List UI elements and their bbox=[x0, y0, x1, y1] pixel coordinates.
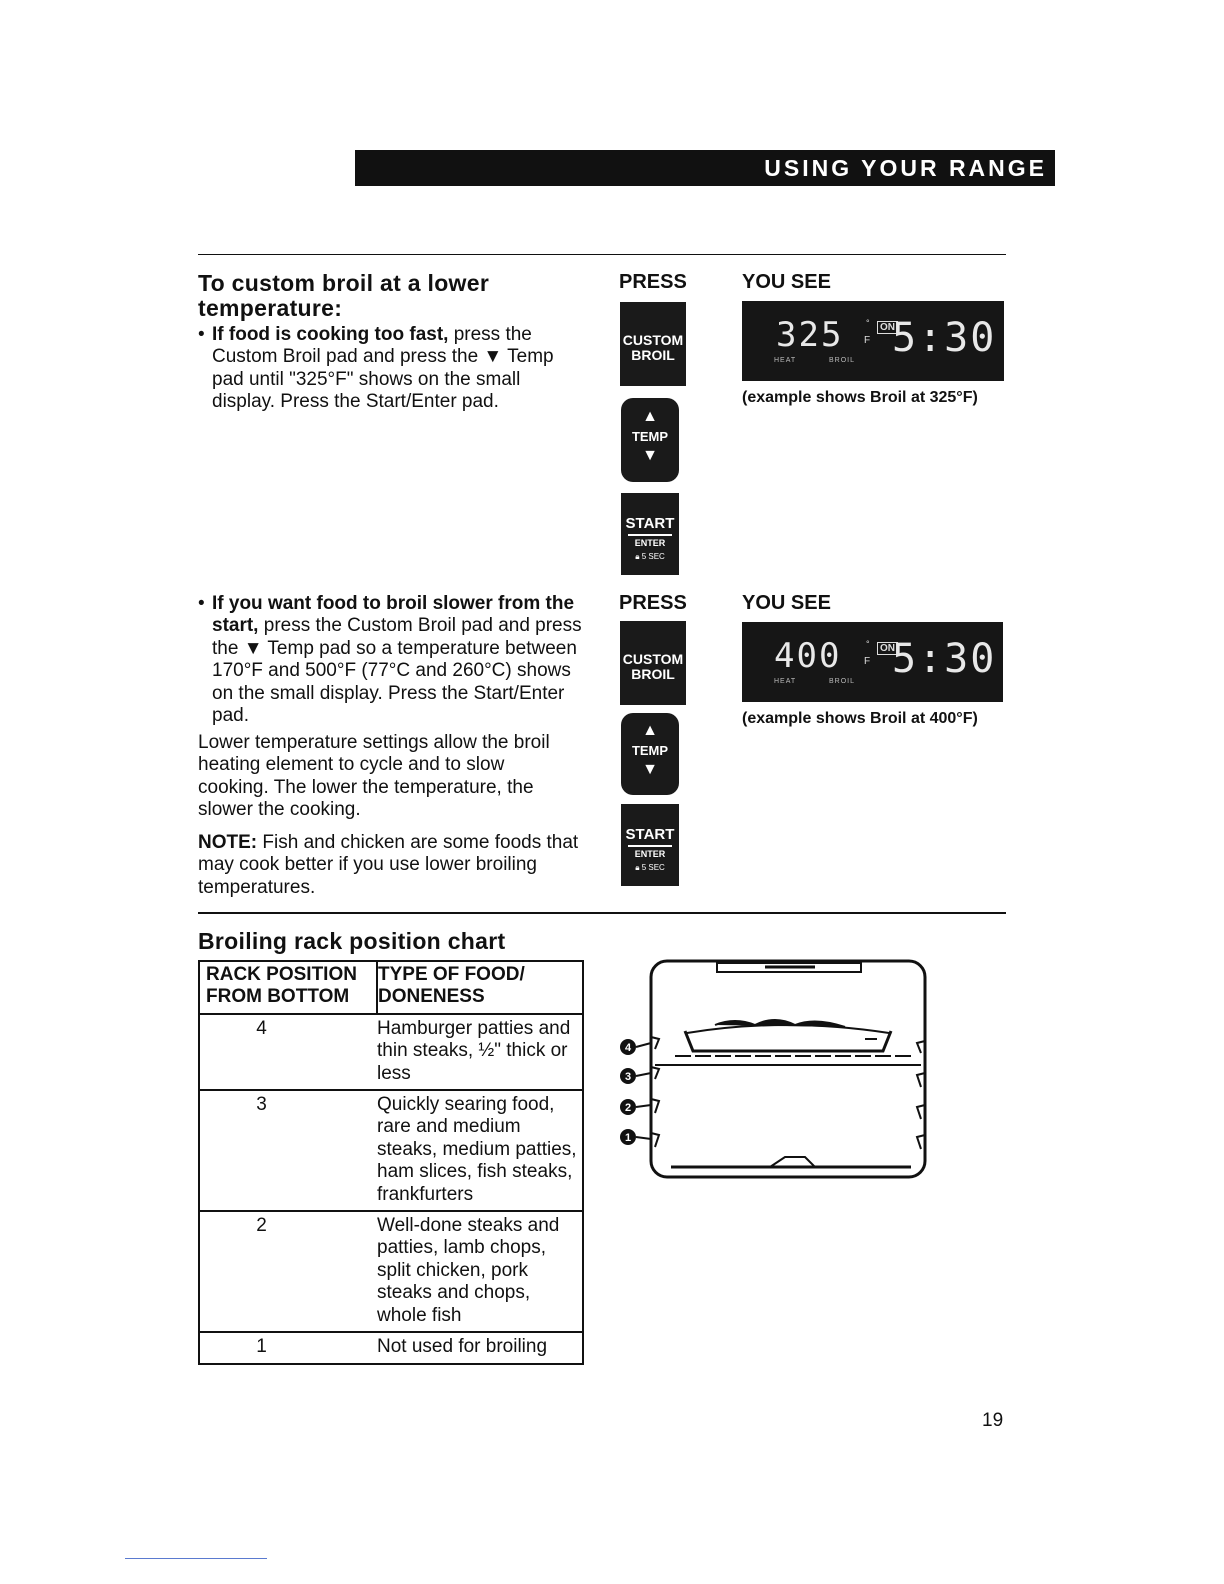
display-broil-label: BROIL bbox=[829, 357, 856, 364]
rack-4-label: 4 bbox=[624, 1042, 632, 1054]
start-pad-label: START bbox=[625, 515, 675, 532]
oven-display-325 bbox=[742, 301, 1004, 381]
custom-broil-pad[interactable] bbox=[620, 302, 686, 386]
temp-up-arrow-icon: ▲ bbox=[642, 722, 658, 739]
col1-header-line1: RACK POSITION bbox=[206, 964, 357, 985]
display-broil-label: BROIL bbox=[829, 678, 856, 685]
section1-bullet-lead: If food is cooking too fast, bbox=[212, 324, 449, 345]
food-cell: Well-done steaks and patties, lamb chops, split chicken, pork steaks and chops, whole fish bbox=[377, 1211, 583, 1332]
degree-icon: ° bbox=[866, 318, 870, 328]
rack-position-cell: 1 bbox=[199, 1332, 377, 1363]
section2-note bbox=[198, 832, 590, 899]
food-cell: Hamburger patties and thin steaks, ½" thick or less bbox=[377, 1014, 583, 1090]
enter-pad-label: ENTER bbox=[634, 849, 666, 859]
rack-position-table bbox=[198, 960, 584, 1365]
custom-broil-pad[interactable] bbox=[620, 621, 686, 705]
start-pad-divider bbox=[628, 845, 672, 847]
section2-paragraph: Lower temperature settings allow the broil heating element to cycle and to slow cooking. The lower the temperature, the slower the cooking. bbox=[198, 732, 550, 821]
oven-display-400 bbox=[742, 622, 1003, 702]
display-heat-label: HEAT bbox=[774, 357, 797, 364]
section-header-title: USING YOUR RANGE bbox=[764, 155, 1047, 181]
rack-2-label: 2 bbox=[624, 1102, 632, 1114]
food-cell: Quickly searing food, rare and medium steaks, medium patties, ham slices, fish steaks, frankfurters bbox=[377, 1090, 583, 1211]
note-text: Fish and chicken are some foods that may cook better if you use lower broiling temperatures. bbox=[198, 832, 579, 898]
enter-pad-label: ENTER bbox=[634, 538, 666, 548]
section2-you-see-label: YOU SEE bbox=[742, 592, 831, 614]
table-row bbox=[199, 1332, 583, 1363]
lock-5sec-label: 5 SEC bbox=[641, 863, 665, 872]
rack-position-cell: 3 bbox=[199, 1090, 377, 1211]
display-unit: F bbox=[864, 656, 871, 667]
section1-you-see-label: YOU SEE bbox=[742, 271, 831, 293]
col-rack-position-header bbox=[199, 961, 377, 1014]
col-food-header bbox=[377, 961, 583, 1014]
rack-3-label: 3 bbox=[624, 1071, 632, 1083]
bullet-dot: • bbox=[198, 593, 205, 614]
lock-icon: 🔒︎ bbox=[635, 552, 640, 561]
food-on-pan-icon bbox=[715, 1020, 845, 1027]
start-pad-divider bbox=[628, 534, 672, 536]
col2-header-line2: DONENESS bbox=[378, 986, 485, 1008]
display-temp-value: 325 bbox=[776, 315, 844, 355]
section1-display-caption: (example shows Broil at 325°F) bbox=[742, 389, 978, 406]
temp-down-arrow-icon: ▼ bbox=[642, 447, 658, 464]
bullet-dot: • bbox=[198, 324, 205, 345]
custom-pad-line2: BROIL bbox=[631, 347, 675, 363]
lock-icon: 🔒︎ bbox=[635, 863, 640, 872]
section2-display-caption: (example shows Broil at 400°F) bbox=[742, 710, 978, 727]
temp-up-arrow-icon: ▲ bbox=[642, 408, 658, 425]
section1-press-label: PRESS bbox=[619, 271, 687, 293]
note-label: NOTE: bbox=[198, 832, 258, 853]
section2-bullet-text: press the Custom Broil pad and press the ▼ Temp pad so a temperature between 170°F and 500°F (77°C and 260°C) shows on the small display. Press the Start/Enter pad. bbox=[212, 615, 582, 727]
section1-bullet bbox=[198, 324, 588, 414]
food-cell: Not used for broiling bbox=[377, 1332, 583, 1363]
table-row bbox=[199, 1211, 583, 1332]
custom-pad-line1: CUSTOM bbox=[622, 332, 684, 348]
temp-pad-label: TEMP bbox=[631, 429, 669, 444]
temp-pad-label: TEMP bbox=[631, 743, 669, 758]
scan-artifact-line bbox=[125, 1558, 267, 1559]
display-on-badge: ON bbox=[877, 321, 898, 334]
section1-bullet-text: press the Custom Broil pad and press the ▼ Temp pad until "325°F" shows on the small display. Press the Start/Enter pad. bbox=[212, 324, 554, 413]
custom-pad-line1: CUSTOM bbox=[622, 651, 684, 667]
divider-chart bbox=[198, 912, 1006, 914]
section2-press-label: PRESS bbox=[619, 592, 687, 614]
temp-pad[interactable] bbox=[621, 713, 679, 795]
broiler-pan-icon bbox=[685, 1031, 891, 1051]
display-time-value: 5:30 bbox=[892, 315, 997, 361]
col1-header-line2: FROM BOTTOM bbox=[206, 986, 350, 1008]
table-row bbox=[199, 1090, 583, 1211]
page-number: 19 bbox=[982, 1410, 1004, 1431]
display-on-badge: ON bbox=[877, 642, 898, 655]
section-header-bar bbox=[355, 150, 1055, 186]
lock-5sec-label: 5 SEC bbox=[641, 552, 665, 561]
display-unit: F bbox=[864, 335, 871, 346]
oven-cavity-outline bbox=[651, 961, 925, 1177]
custom-pad-line2: BROIL bbox=[631, 666, 675, 682]
rack-position-cell: 2 bbox=[199, 1211, 377, 1332]
divider-top bbox=[198, 254, 1006, 255]
temp-down-arrow-icon: ▼ bbox=[642, 761, 658, 778]
col2-header-line1: TYPE OF FOOD/ bbox=[378, 964, 525, 985]
start-enter-pad[interactable] bbox=[621, 493, 679, 575]
section1-title: To custom broil at a lower temperature: bbox=[198, 270, 490, 321]
start-enter-pad[interactable] bbox=[621, 804, 679, 886]
table-header-row bbox=[199, 961, 583, 1014]
table-row bbox=[199, 1014, 583, 1090]
rack-position-cell: 4 bbox=[199, 1014, 377, 1090]
degree-icon: ° bbox=[866, 639, 870, 649]
display-heat-label: HEAT bbox=[774, 678, 797, 685]
temp-pad[interactable] bbox=[621, 398, 679, 482]
section2-bullet bbox=[198, 593, 588, 727]
display-temp-value: 400 bbox=[774, 636, 842, 676]
section2-bullet-lead: If you want food to broil slower from the start, bbox=[212, 593, 575, 637]
display-time-value: 5:30 bbox=[892, 636, 997, 682]
oven-rack-diagram bbox=[615, 955, 935, 1185]
chart-title: Broiling rack position chart bbox=[198, 928, 506, 954]
rack-1-label: 1 bbox=[624, 1132, 632, 1144]
start-pad-label: START bbox=[625, 826, 675, 843]
